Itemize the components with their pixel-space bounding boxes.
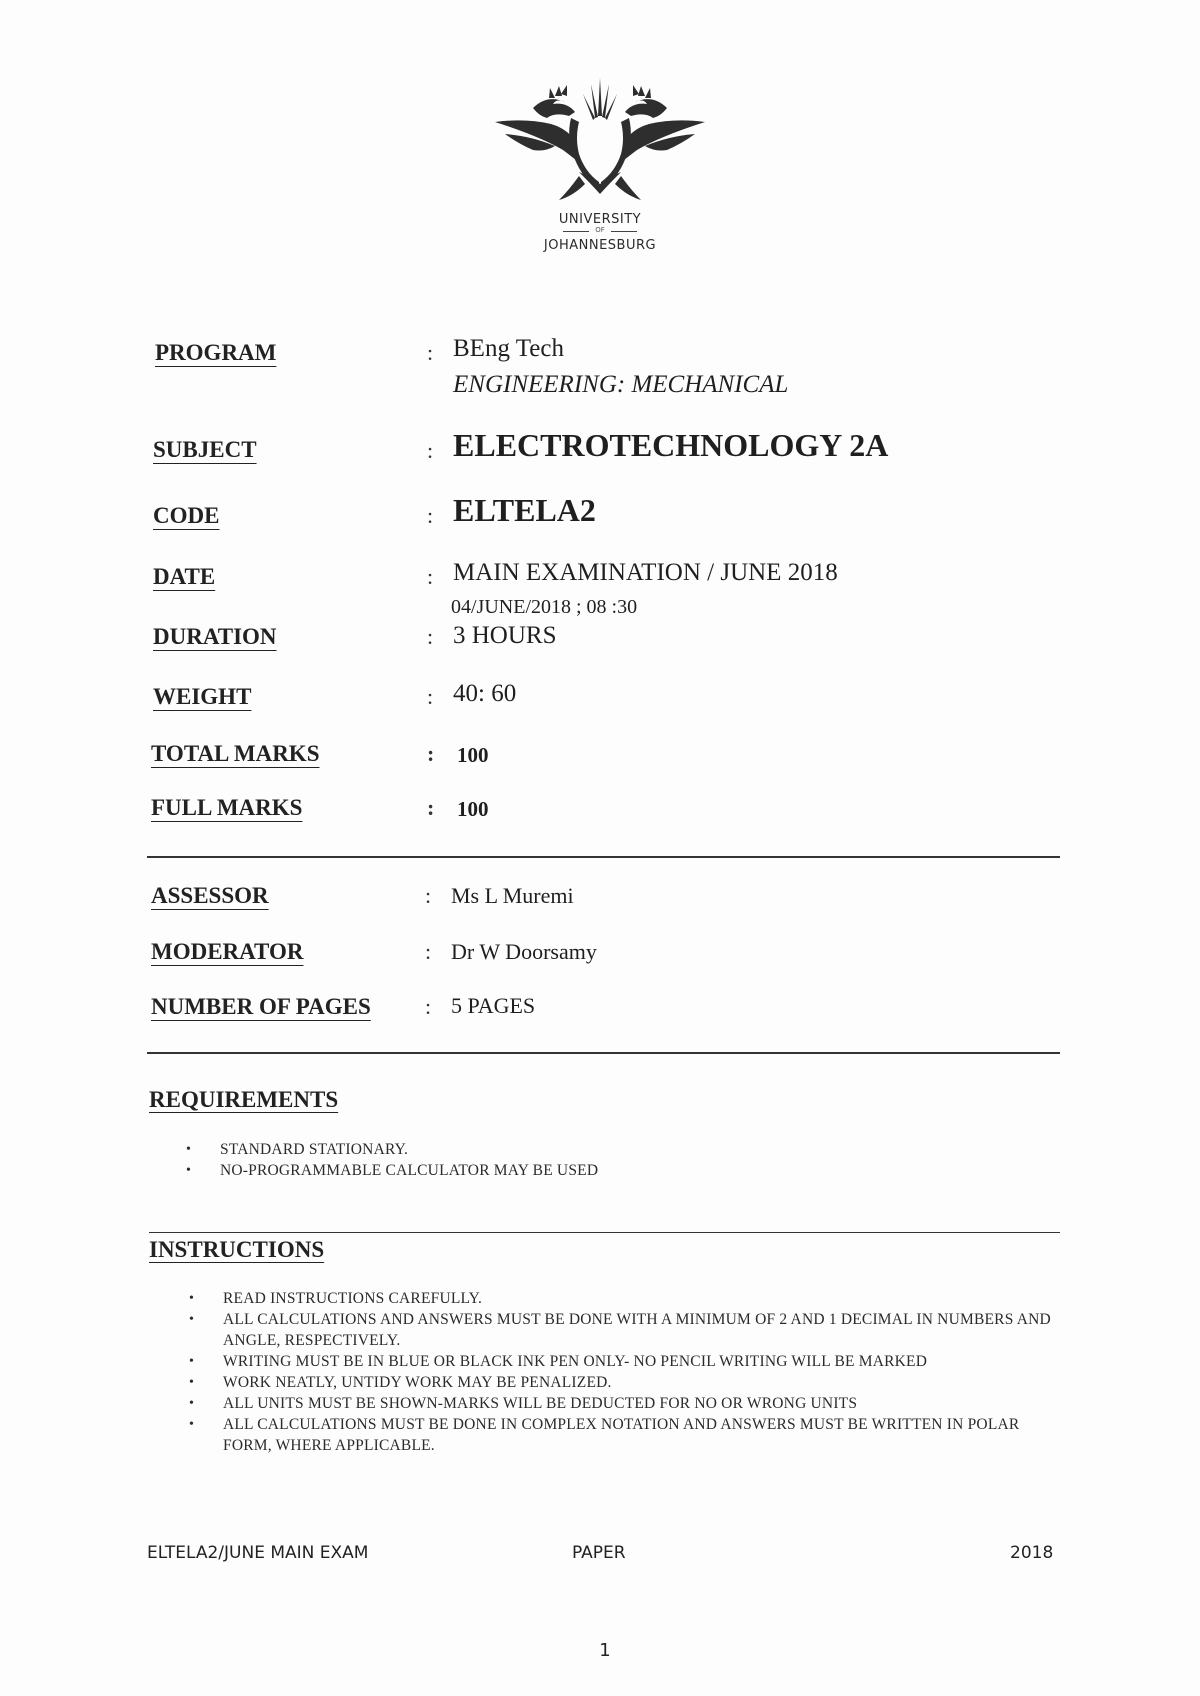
code-label: CODE xyxy=(153,503,220,528)
logo-rule-left xyxy=(563,231,589,232)
list-item: • ALL CALCULATIONS AND ANSWERS MUST BE DONE WITH A MINIMUM OF 2 AND 1 DECIMAL IN NUMBERS AND ANGLE, RESPECTIVELY. xyxy=(189,1309,1055,1351)
date-subvalue: 04/JUNE/2018 ; 08 :30 xyxy=(451,596,638,618)
assessor-value: Ms L Muremi xyxy=(451,883,574,908)
pages-value: 5 PAGES xyxy=(451,993,536,1018)
list-item: • READ INSTRUCTIONS CAREFULLY. xyxy=(189,1288,1055,1309)
program-subvalue: ENGINEERING: MECHANICAL xyxy=(453,371,789,398)
program-colon: : xyxy=(427,340,434,365)
date-value: MAIN EXAMINATION / JUNE 2018 xyxy=(453,559,838,586)
list-item: • NO-PROGRAMMABLE CALCULATOR MAY BE USED xyxy=(186,1160,1046,1181)
program-value: BEng Tech xyxy=(453,335,564,362)
list-item: • WORK NEATLY, UNTIDY WORK MAY BE PENALIZED. xyxy=(189,1372,1055,1393)
full-marks-label: FULL MARKS xyxy=(151,795,303,820)
university-name-line2: JOHANNESBURG xyxy=(543,238,657,253)
duration-colon: : xyxy=(427,624,434,649)
assessor-colon: : xyxy=(425,883,432,908)
moderator-value: Dr W Doorsamy xyxy=(451,939,597,964)
divider-instructions xyxy=(149,1232,1060,1233)
requirements-heading: REQUIREMENTS xyxy=(149,1087,339,1112)
list-item: • ALL CALCULATIONS MUST BE DONE IN COMPLEX NOTATION AND ANSWERS MUST BE WRITTEN IN POLAR FORM, WHERE APPLICABLE. xyxy=(189,1414,1055,1456)
code-value: ELTELA2 xyxy=(453,492,596,528)
footer-center: PAPER xyxy=(572,1543,626,1563)
page-number: 1 xyxy=(599,1640,611,1661)
program-label: PROGRAM xyxy=(155,340,277,365)
university-of: OF xyxy=(595,226,605,234)
total-marks-label: TOTAL MARKS xyxy=(151,741,320,766)
footer-right: 2018 xyxy=(1010,1543,1054,1563)
footer-left: ELTELA2/JUNE MAIN EXAM xyxy=(147,1543,369,1563)
moderator-colon: : xyxy=(425,939,432,964)
date-label: DATE xyxy=(153,564,216,589)
requirements-list xyxy=(186,1139,1046,1181)
date-colon: : xyxy=(427,564,434,589)
list-item: • ALL UNITS MUST BE SHOWN-MARKS WILL BE DEDUCTED FOR NO OR WRONG UNITS xyxy=(189,1393,1055,1414)
university-logo xyxy=(495,72,705,212)
weight-label: WEIGHT xyxy=(153,684,252,709)
assessor-label: ASSESSOR xyxy=(151,883,269,908)
subject-colon: : xyxy=(427,438,434,463)
total-marks-colon: : xyxy=(427,741,435,766)
logo-rule-right xyxy=(611,231,637,232)
weight-value: 40: 60 xyxy=(453,680,517,707)
list-item: • WRITING MUST BE IN BLUE OR BLACK INK PEN ONLY- NO PENCIL WRITING WILL BE MARKED xyxy=(189,1351,1055,1372)
full-marks-colon: : xyxy=(427,795,435,820)
code-colon: : xyxy=(427,503,434,528)
duration-value: 3 HOURS xyxy=(453,622,557,649)
divider-bottom xyxy=(147,1052,1060,1054)
subject-label: SUBJECT xyxy=(153,437,257,462)
total-marks-value: 100 xyxy=(457,743,489,767)
pages-label: NUMBER OF PAGES xyxy=(151,994,371,1019)
university-name-line1: UNIVERSITY xyxy=(558,212,642,227)
list-item: • STANDARD STATIONARY. xyxy=(186,1139,1046,1160)
subject-value: ELECTROTECHNOLOGY 2A xyxy=(453,427,889,463)
instructions-list xyxy=(189,1288,1055,1456)
weight-colon: : xyxy=(427,684,434,709)
divider-top xyxy=(147,856,1060,858)
instructions-heading: INSTRUCTIONS xyxy=(149,1237,325,1262)
duration-label: DURATION xyxy=(153,624,277,649)
moderator-label: MODERATOR xyxy=(151,939,304,964)
full-marks-value: 100 xyxy=(457,797,489,821)
pages-colon: : xyxy=(425,994,432,1019)
